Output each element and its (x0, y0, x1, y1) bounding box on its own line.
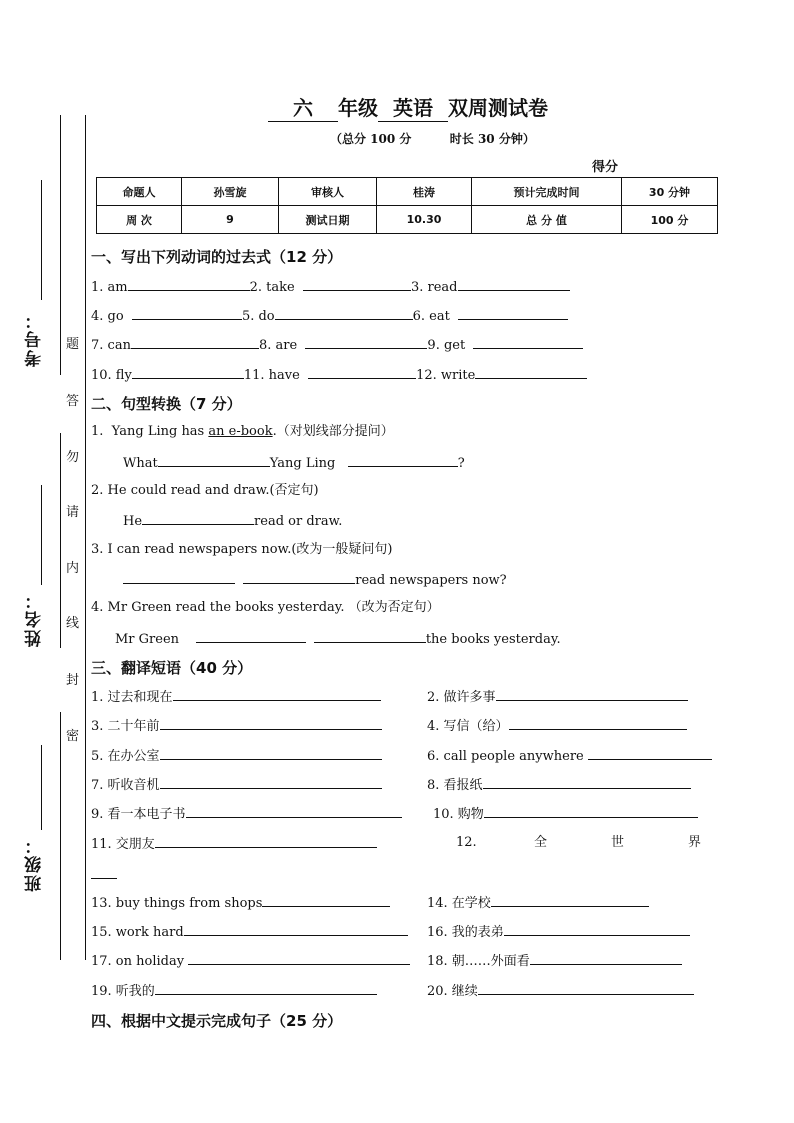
answer-blank[interactable] (496, 688, 688, 701)
answer-blank[interactable] (132, 366, 244, 379)
info-row (97, 178, 718, 206)
s3-row (91, 688, 381, 706)
answer-blank[interactable] (588, 747, 712, 760)
s3-row (91, 894, 390, 912)
answer-blank[interactable] (275, 307, 413, 320)
answer-blank[interactable] (188, 952, 410, 965)
s1-item: 10. fly (91, 368, 132, 383)
s2-word: the books yesterday. (425, 632, 561, 647)
info-cell: 总 分 值 (472, 206, 622, 234)
s3-row (91, 747, 382, 765)
s2-q1-underlined: an e-book (208, 424, 273, 439)
answer-blank[interactable] (484, 805, 698, 818)
answer-blank[interactable] (458, 278, 570, 291)
s1-item: 2. take (249, 280, 295, 295)
s3-row (427, 688, 688, 706)
answer-blank[interactable] (91, 878, 117, 879)
info-cell: 孙雪旋 (182, 178, 279, 206)
seal-char: 勿 (66, 450, 80, 465)
answer-blank[interactable] (458, 307, 568, 320)
s2-q1-post: .（对划线部分提问） (272, 424, 394, 439)
seal-char: 题 (66, 337, 80, 352)
s3-row (91, 805, 402, 823)
s3-item: 14. 在学校 (427, 896, 491, 911)
s3-row (427, 717, 687, 735)
s1-item: 4. go (91, 309, 124, 324)
s1-row (91, 336, 583, 354)
s3-row (91, 835, 377, 853)
seal-char: 请 (66, 505, 80, 520)
s2-q4: 4. Mr Green read the books yesterday. （改为否定句） (91, 600, 440, 615)
s1-row (91, 366, 587, 384)
info-cell: 10.30 (377, 206, 472, 234)
info-cell: 桂涛 (377, 178, 472, 206)
name-blank[interactable] (41, 485, 42, 585)
margin-line-inner (85, 115, 86, 960)
s3-row (427, 982, 694, 1000)
class-label: 班级： (25, 835, 45, 892)
answer-blank[interactable] (184, 923, 408, 936)
s2-q2-answer (123, 512, 342, 530)
info-cell: 命题人 (97, 178, 182, 206)
exam-no-blank[interactable] (41, 180, 42, 300)
answer-blank[interactable] (131, 336, 259, 349)
s3-item: 5. 在办公室 (91, 749, 160, 764)
s2-q3-answer (123, 571, 507, 589)
s1-item: 1. am (91, 280, 128, 295)
info-cell: 预计完成时间 (472, 178, 622, 206)
s2-q3: 3. I can read newspapers now.(改为一般疑问句) (91, 542, 393, 557)
answer-blank[interactable] (303, 278, 411, 291)
s3-item: 12. (456, 835, 477, 850)
answer-blank[interactable] (155, 982, 377, 995)
answer-blank[interactable] (475, 366, 587, 379)
seal-char: 封 (66, 673, 80, 688)
answer-blank[interactable] (483, 776, 691, 789)
margin-line-low (60, 712, 61, 960)
s2-word: Yang Ling (269, 456, 336, 471)
s3-q12-char: 世 (611, 835, 625, 850)
s3-row (91, 776, 382, 794)
info-cell: 100 分 (622, 206, 718, 234)
s3-item: 20. 继续 (427, 984, 478, 999)
s1-row (91, 278, 570, 296)
s2-word: What (123, 456, 158, 471)
answer-blank[interactable] (196, 630, 306, 643)
grade-suffix: 年级 (338, 96, 378, 120)
s3-item: 15. work hard (91, 925, 184, 940)
s3-item: 8. 看报纸 (427, 778, 483, 793)
s3-row (91, 717, 382, 735)
info-cell: 审核人 (279, 178, 377, 206)
seal-char: 密 (66, 729, 80, 744)
s3-row-12 (456, 835, 704, 851)
s1-row (91, 307, 568, 325)
info-cell: 30 分钟 (622, 178, 718, 206)
s3-item: 10. 购物 (433, 807, 484, 822)
s3-item: 3. 二十年前 (91, 719, 160, 734)
subtitle-time: 时长 30 分钟） (449, 132, 535, 146)
section2-title: 二、句型转换（7 分） (91, 395, 242, 413)
s1-item: 5. do (241, 309, 275, 324)
s3-row (427, 747, 712, 765)
s3-item: 11. 交朋友 (91, 837, 155, 852)
s2-word: read newspapers now? (355, 573, 507, 588)
s2-word: read or draw. (254, 514, 343, 529)
info-cell: 9 (182, 206, 279, 234)
s3-row (91, 952, 410, 970)
seal-char: 内 (66, 561, 80, 576)
s3-item: 6. call people anywhere (427, 749, 584, 764)
answer-blank[interactable] (348, 454, 458, 467)
info-cell: 测试日期 (279, 206, 377, 234)
s3-row (427, 923, 690, 941)
answer-blank[interactable] (308, 366, 416, 379)
answer-blank[interactable] (132, 307, 242, 320)
s1-item: 9. get (427, 338, 466, 353)
page-title (268, 92, 548, 122)
s3-row (433, 805, 698, 823)
subtitle-total: （总分 100 分 (330, 132, 412, 146)
answer-blank[interactable] (173, 688, 381, 701)
answer-blank[interactable] (128, 278, 250, 291)
answer-blank[interactable] (160, 747, 382, 760)
answer-blank[interactable] (491, 894, 649, 907)
s3-q12-char: 全 (534, 835, 548, 850)
s3-item: 16. 我的表弟 (427, 925, 504, 940)
s1-item: 8. are (258, 338, 298, 353)
answer-blank[interactable] (243, 571, 355, 584)
s1-item: 11. have (243, 368, 300, 383)
answer-blank[interactable] (530, 952, 682, 965)
s3-row (427, 776, 691, 794)
info-row (97, 206, 718, 234)
class-blank[interactable] (41, 745, 42, 830)
s3-item: 9. 看一本电子书 (91, 807, 186, 822)
s3-item: 13. buy things from shops (91, 896, 263, 911)
answer-blank[interactable] (473, 336, 583, 349)
s3-item: 18. 朝……外面看 (427, 954, 530, 969)
grade-value: 六 (268, 92, 338, 122)
answer-blank[interactable] (123, 571, 235, 584)
name-label: 姓名： (25, 590, 45, 647)
info-table (96, 177, 718, 234)
s2-q1-answer (123, 454, 465, 472)
seal-char: 线 (66, 616, 80, 631)
s3-item: 1. 过去和现在 (91, 690, 173, 705)
s2-word: Mr Green (115, 632, 180, 647)
title-suffix: 双周测试卷 (448, 96, 548, 120)
section1-title: 一、写出下列动词的过去式（12 分） (91, 248, 343, 266)
s1-item: 7. can (91, 338, 131, 353)
s1-item: 3. read (410, 280, 458, 295)
s1-item: 6. eat (412, 309, 450, 324)
s3-item: 4. 写信（给） (427, 719, 509, 734)
exam-no-label: 考号： (25, 310, 45, 367)
section3-title: 三、翻译短语（40 分） (91, 659, 253, 677)
s3-item: 17. on holiday (91, 954, 185, 969)
answer-blank[interactable] (262, 894, 390, 907)
s3-row (427, 894, 649, 912)
s2-q1-num: 1. (91, 424, 104, 439)
answer-blank[interactable] (509, 717, 687, 730)
s3-row (427, 952, 682, 970)
seal-char: 答 (66, 394, 80, 409)
margin-line-mid (60, 433, 61, 648)
answer-blank[interactable] (155, 835, 377, 848)
answer-blank[interactable] (478, 982, 694, 995)
answer-blank[interactable] (158, 454, 270, 467)
subject-value: 英语 (378, 92, 448, 122)
s3-item: 2. 做许多事 (427, 690, 496, 705)
s2-q2: 2. He could read and draw.(否定句) (91, 483, 319, 498)
s3-item: 19. 听我的 (91, 984, 155, 999)
s2-word: He (123, 514, 143, 529)
answer-blank[interactable] (305, 336, 427, 349)
s2-q1-pre: Yang Ling has (111, 424, 205, 439)
answer-blank[interactable] (160, 717, 382, 730)
s3-q12-char: 界 (688, 835, 702, 850)
s3-row (91, 923, 408, 941)
answer-blank[interactable] (186, 805, 402, 818)
s3-row (91, 982, 377, 1000)
answer-blank[interactable] (160, 776, 382, 789)
score-label: 得分 (592, 160, 619, 175)
s2-q1 (91, 424, 394, 440)
answer-blank[interactable] (504, 923, 690, 936)
answer-blank[interactable] (314, 630, 426, 643)
s2-word: ? (457, 456, 465, 471)
margin-line-top (60, 115, 61, 375)
section4-title: 四、根据中文提示完成句子（25 分） (91, 1012, 343, 1030)
s3-item: 7. 听收音机 (91, 778, 160, 793)
subtitle (330, 130, 535, 147)
s1-item: 12. write (416, 368, 476, 383)
info-cell: 周 次 (97, 206, 182, 234)
s2-q4-answer (115, 630, 561, 648)
answer-blank[interactable] (142, 512, 254, 525)
